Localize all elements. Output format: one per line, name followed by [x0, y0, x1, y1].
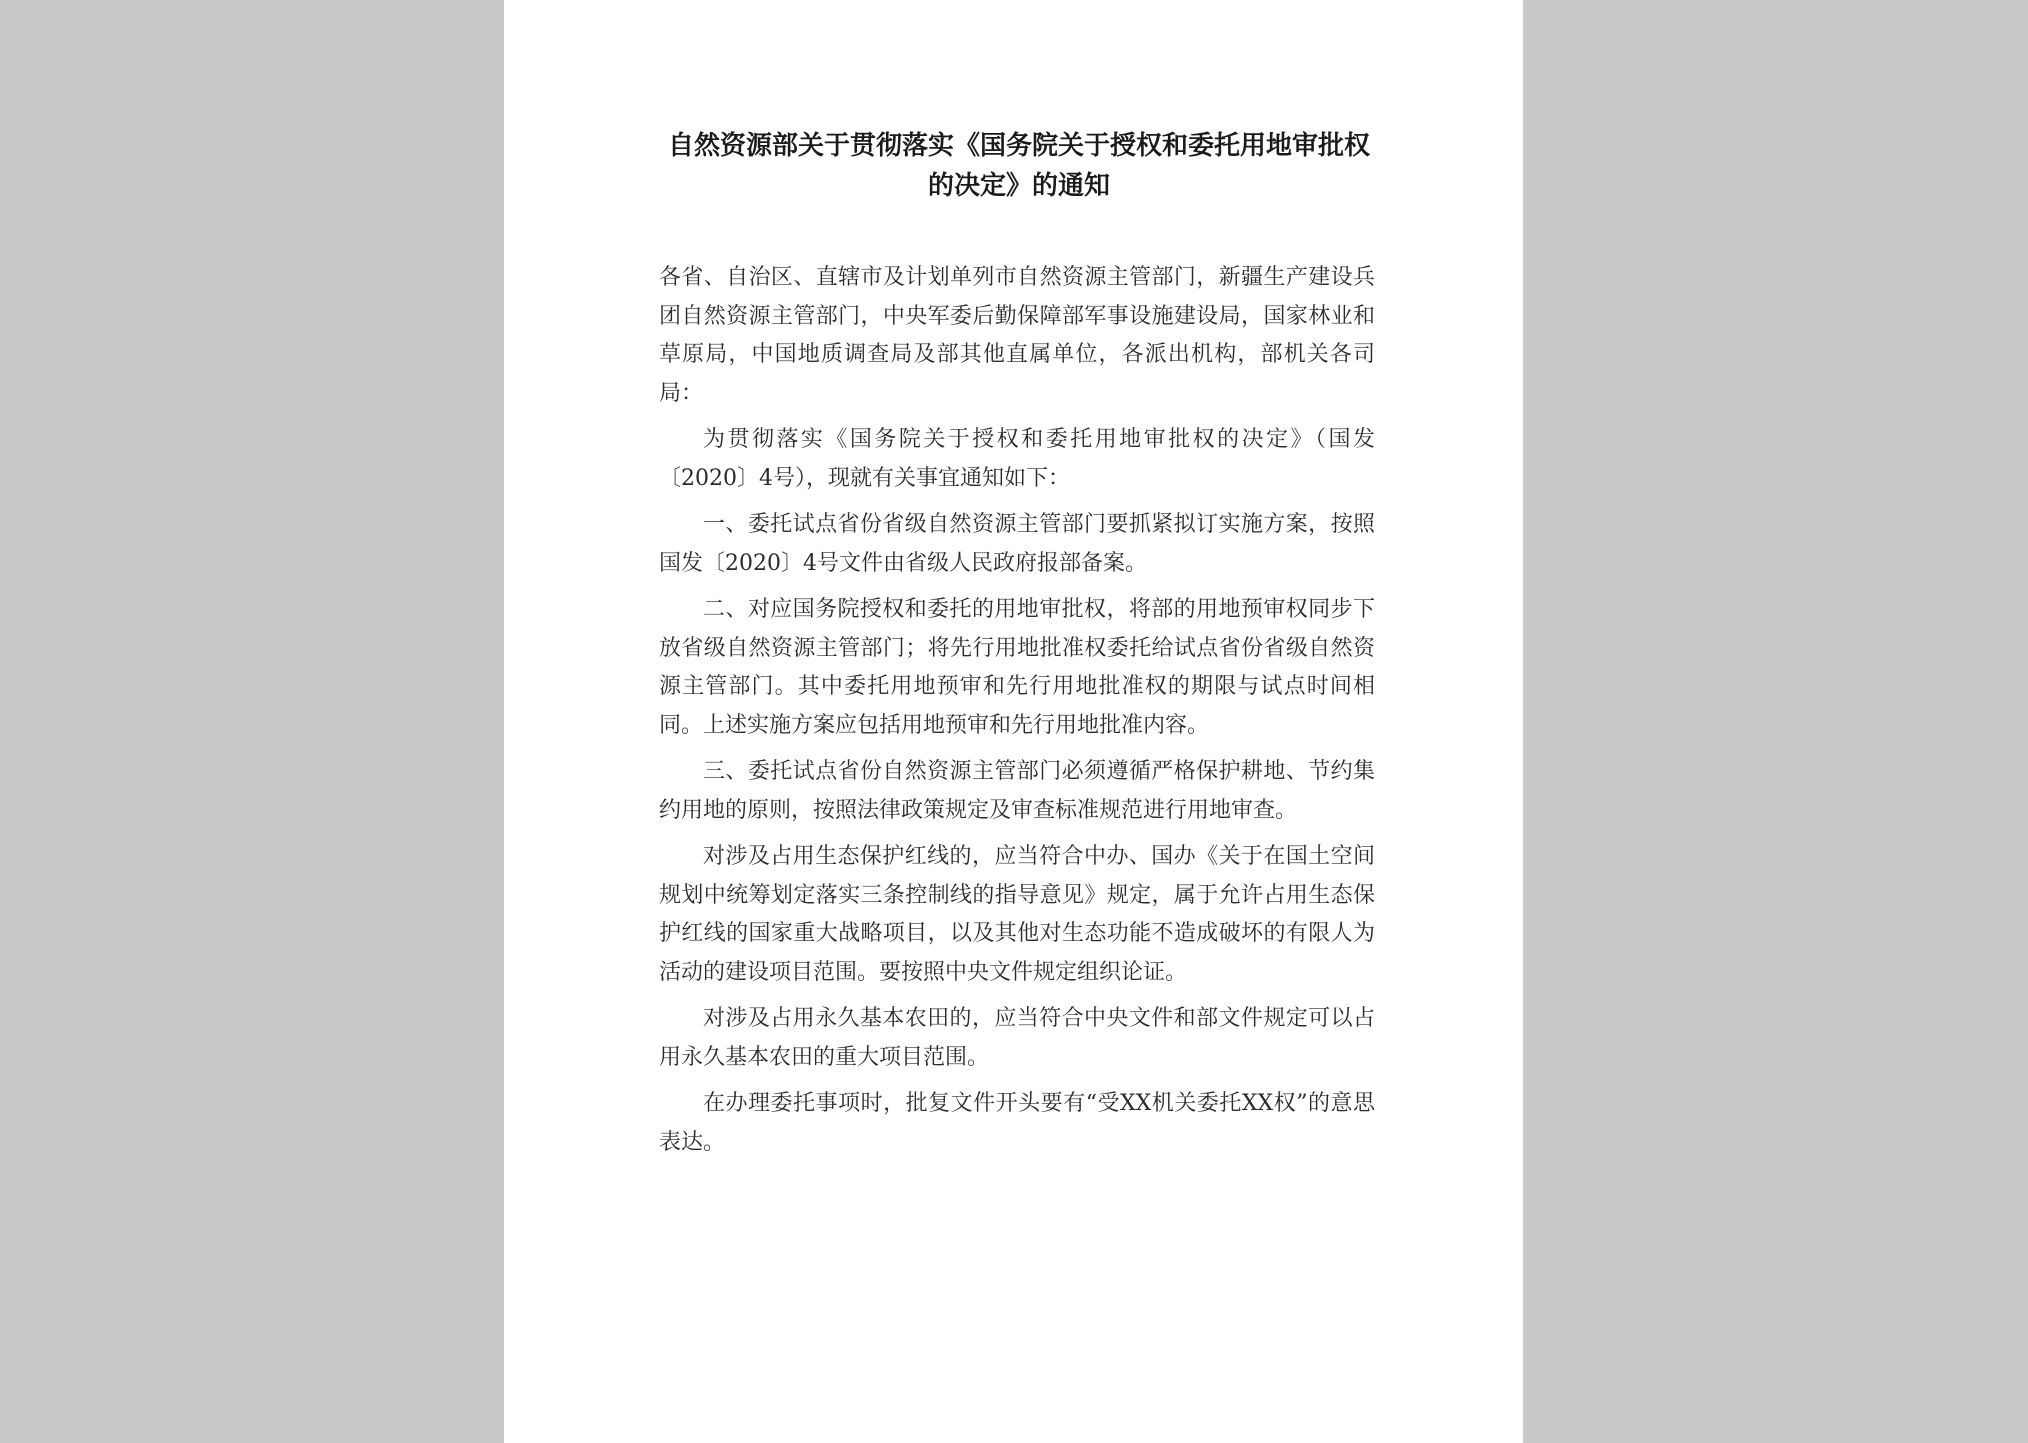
paragraph-delegation-wording: 在办理委托事项时，批复文件开头要有“受XX机关委托XX权”的意思表达。 — [659, 1091, 1375, 1155]
salutation: 各省、自治区、直辖市及计划单列市自然资源主管部门，新疆生产建设兵团自然资源主管部门，中央军委后勤保障部军事设施建设局，国家林业和草原局，中国地质调查局及部其他直属单位，各派出机构，部机关各司局： — [659, 265, 1375, 406]
paragraph-item-3: 三、委托试点省份自然资源主管部门必须遵循严格保护耕地、节约集约用地的原则，按照法律政策规定及审查标准规范进行用地审查。 — [659, 759, 1375, 823]
paragraph-item-2: 二、对应国务院授权和委托的用地审批权，将部的用地预审权同步下放省级自然资源主管部门；将先行用地批准权委托给试点省份省级自然资源主管部门。其中委托用地预审和先行用地批准权的期限与试点时间相同。上述实施方案应包括用地预审和先行用地批准内容。 — [659, 597, 1375, 738]
paragraph-ecological-redline: 对涉及占用生态保护红线的，应当符合中办、国办《关于在国土空间规划中统筹划定落实三条控制线的指导意见》规定，属于允许占用生态保护红线的国家重大战略项目，以及其他对生态功能不造成破坏的有限人为活动的建设项目范围。要按照中央文件规定组织论证。 — [659, 844, 1375, 985]
document-body — [659, 259, 1375, 1170]
document-page — [504, 0, 1523, 1443]
document-title: 自然资源部关于贯彻落实《国务院关于授权和委托用地审批权的决定》的通知 — [667, 131, 1370, 201]
paragraph-farmland: 对涉及占用永久基本农田的，应当符合中央文件和部文件规定可以占用永久基本农田的重大项目范围。 — [659, 1006, 1375, 1070]
paragraph-intro: 为贯彻落实《国务院关于授权和委托用地审批权的决定》（国发〔2020〕4号），现就有关事宜通知如下： — [659, 427, 1375, 491]
paragraph-item-1: 一、委托试点省份省级自然资源主管部门要抓紧拟订实施方案，按照国发〔2020〕4号文件由省级人民政府报部备案。 — [659, 512, 1375, 576]
